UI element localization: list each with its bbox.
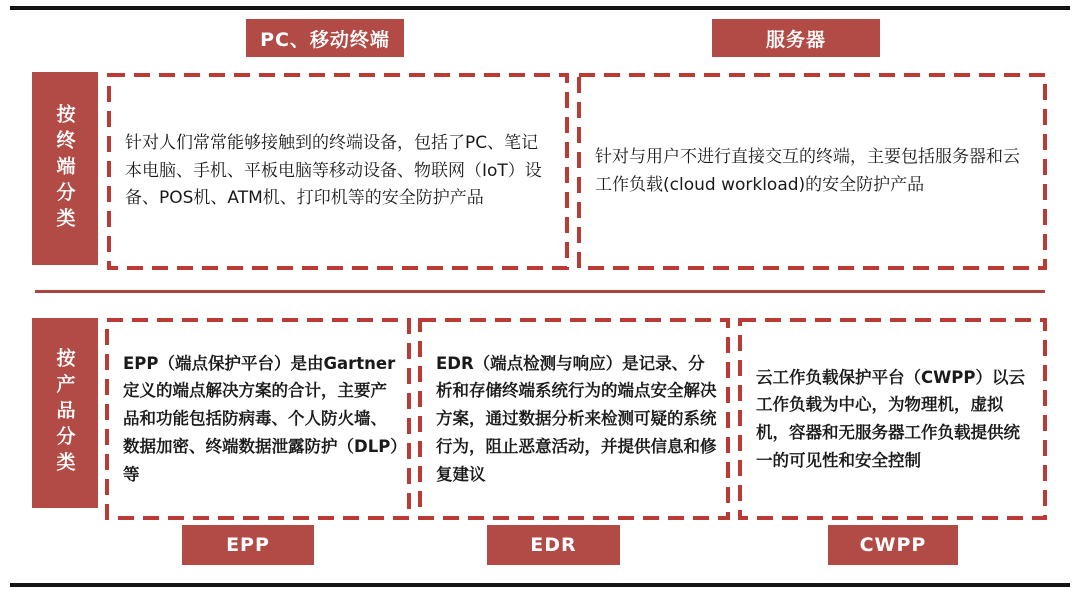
bottom-frame-line bbox=[10, 583, 1070, 587]
product-box-epp-text: EPP（端点保护平台）是由Gartner定义的端点解决方案的合计，主要产品和功能包括防病毒、个人防火墙、数据加密、终端数据泄露防护（DLP）等 bbox=[123, 353, 399, 484]
product-box-cwpp-text: 云工作负载保护平台（CWPP）以云工作负载为中心，为物理机，虚拟机，容器和无服务器工作负载提供统一的可见性和安全控制 bbox=[756, 367, 1025, 470]
tag-epp-label: EPP bbox=[226, 534, 270, 556]
terminal-box-server bbox=[577, 73, 1047, 270]
header-server-label: 服务器 bbox=[765, 28, 826, 51]
product-box-cwpp bbox=[738, 318, 1047, 520]
header-pc-mobile-terminal-label: PC、移动终端 bbox=[260, 28, 390, 51]
section-divider-line bbox=[35, 290, 1045, 293]
header-pc-mobile-terminal bbox=[246, 19, 404, 57]
terminal-box-pc-mobile bbox=[107, 73, 569, 270]
terminal-box-pc-mobile-text: 针对人们常常能够接触到的终端设备，包括了PC、笔记本电脑、手机、平板电脑等移动设备、物联网（IoT）设备、POS机、ATM机、打印机等的安全防护产品 bbox=[125, 133, 542, 209]
side-label-by-terminal bbox=[32, 72, 98, 265]
terminal-box-server-text: 针对与用户不进行直接交互的终端，主要包括服务器和云工作负载(cloud workload)的安全防护产品 bbox=[595, 146, 1020, 195]
top-frame-line bbox=[10, 6, 1070, 10]
header-server bbox=[712, 19, 880, 57]
side-label-by-terminal-text: 按终端分类 bbox=[53, 103, 76, 234]
product-box-edr bbox=[418, 318, 730, 520]
tag-epp bbox=[182, 525, 314, 565]
tag-edr-label: EDR bbox=[530, 534, 577, 556]
side-label-by-product-text: 按产品分类 bbox=[53, 348, 76, 478]
side-label-by-product bbox=[32, 318, 98, 508]
tag-edr bbox=[487, 525, 620, 565]
tag-cwpp bbox=[828, 525, 958, 565]
product-box-edr-text: EDR（端点检测与响应）是记录、分析和存储终端系统行为的端点安全解决方案，通过数据分析来检测可疑的系统行为，阻止恶意活动，并提供信息和修复建议 bbox=[436, 353, 717, 484]
tag-cwpp-label: CWPP bbox=[859, 534, 927, 556]
product-box-epp bbox=[105, 318, 411, 520]
